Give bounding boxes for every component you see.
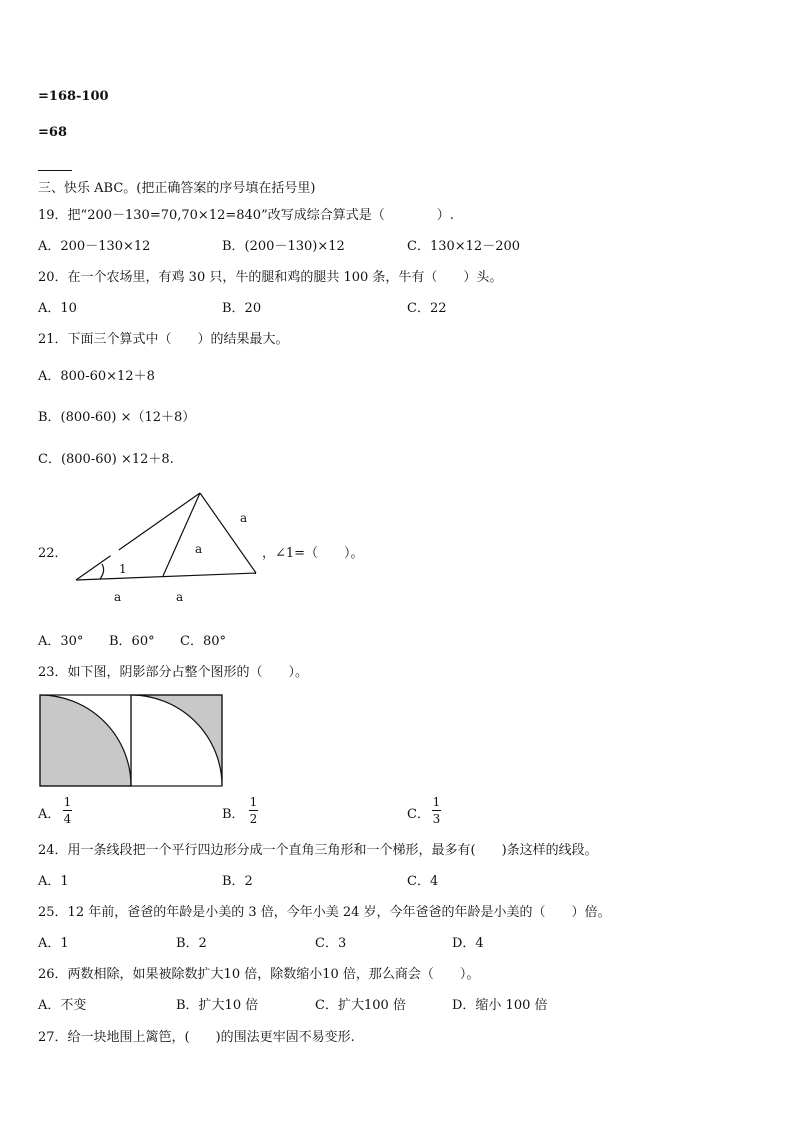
q24-option-a[interactable]: A．1 bbox=[38, 874, 69, 889]
q20-option-a[interactable]: A．10 bbox=[38, 301, 77, 316]
calc-line-1: =168-100 bbox=[38, 89, 109, 104]
right-side-line bbox=[200, 493, 256, 573]
left-side-line bbox=[76, 493, 203, 580]
denominator: 4 bbox=[63, 812, 72, 826]
right-shaded-region bbox=[131, 695, 222, 786]
right-side-label: a bbox=[240, 511, 248, 525]
q25-option-b[interactable]: B．2 bbox=[176, 936, 207, 951]
q20-option-b[interactable]: B．20 bbox=[222, 301, 262, 316]
question-22-number: 22． bbox=[38, 546, 68, 561]
q26-option-b[interactable]: B．扩大10 倍 bbox=[176, 998, 259, 1013]
q23-option-c-fraction[interactable] bbox=[432, 795, 441, 826]
q21-option-a[interactable]: A．800-60×12＋8 bbox=[38, 369, 155, 384]
fraction-bar bbox=[249, 810, 258, 811]
q19-option-b[interactable]: B．(200－130)×12 bbox=[222, 239, 345, 254]
denominator: 2 bbox=[249, 812, 258, 826]
question-22-tail: ，∠1=（ ）。 bbox=[262, 546, 364, 561]
question-23-stem: 23．如下图，阴影部分占整个图形的（ ）。 bbox=[38, 665, 309, 680]
q21-option-c[interactable]: C．(800-60) ×12＋8. bbox=[38, 452, 174, 467]
q23-option-a-fraction[interactable] bbox=[63, 795, 72, 826]
q21-option-b[interactable]: B．(800-60) ×（12＋8） bbox=[38, 410, 196, 425]
q23-option-b-fraction[interactable] bbox=[249, 795, 258, 826]
base-left-label: a bbox=[114, 590, 122, 604]
answer-rule bbox=[38, 170, 72, 171]
fraction-bar bbox=[63, 810, 72, 811]
left-shaded-quarter bbox=[40, 695, 131, 786]
q19-option-c[interactable]: C．130×12－200 bbox=[407, 239, 521, 254]
q26-option-a[interactable]: A．不变 bbox=[38, 998, 87, 1013]
q22-option-a[interactable]: A．30° bbox=[38, 634, 84, 649]
q26-option-c[interactable]: C．扩大100 倍 bbox=[315, 998, 406, 1013]
question-19-stem: 19．把“200－130=70,70×12=840”改写成综合算式是（ ）. bbox=[38, 208, 454, 223]
question-20-stem: 20．在一个农场里，有鸡 30 只，牛的腿和鸡的腿共 100 条，牛有（ ）头。 bbox=[38, 270, 503, 285]
question-21-stem: 21．下面三个算式中（ ）的结果最大。 bbox=[38, 332, 289, 347]
q25-option-a[interactable]: A．1 bbox=[38, 936, 69, 951]
q20-option-c[interactable]: C．22 bbox=[407, 301, 447, 316]
segment-gap bbox=[110, 549, 118, 555]
q23-option-b-letter[interactable]: B． bbox=[222, 807, 245, 822]
angle-1-arc bbox=[100, 564, 104, 579]
section-heading: 三、快乐 ABC。(把正确答案的序号填在括号里) bbox=[38, 181, 316, 196]
question-26-stem: 26．两数相除，如果被除数扩大10 倍，除数缩小10 倍，那么商会（ ）。 bbox=[38, 967, 480, 982]
numerator: 1 bbox=[63, 795, 72, 809]
calc-line-2: =68 bbox=[38, 125, 67, 140]
numerator: 1 bbox=[432, 795, 441, 809]
q19-option-a[interactable]: A．200－130×12 bbox=[38, 239, 151, 254]
q23-option-c-letter[interactable]: C． bbox=[407, 807, 430, 822]
fraction-bar bbox=[432, 810, 441, 811]
question-24-stem: 24．用一条线段把一个平行四边形分成一个直角三角形和一个梯形，最多有( )条这样的线段。 bbox=[38, 843, 598, 858]
denominator: 3 bbox=[432, 812, 441, 826]
q25-option-c[interactable]: C．3 bbox=[315, 936, 347, 951]
inner-side-label: a bbox=[195, 542, 203, 556]
angle-1-label: 1 bbox=[119, 562, 127, 576]
q24-option-c[interactable]: C．4 bbox=[407, 874, 439, 889]
q24-option-b[interactable]: B．2 bbox=[222, 874, 253, 889]
question-27-stem: 27．给一块地围上篱笆，( )的围法更牢固不易变形. bbox=[38, 1030, 355, 1045]
q22-option-c[interactable]: C．80° bbox=[180, 634, 226, 649]
shaded-squares-figure bbox=[39, 694, 225, 788]
base-right-label: a bbox=[176, 590, 184, 604]
triangle-figure bbox=[60, 485, 270, 610]
numerator: 1 bbox=[249, 795, 258, 809]
q26-option-d[interactable]: D．缩小 100 倍 bbox=[452, 998, 548, 1013]
q23-option-a-letter[interactable]: A． bbox=[38, 807, 61, 822]
q22-option-b[interactable]: B．60° bbox=[109, 634, 155, 649]
question-25-stem: 25．12 年前，爸爸的年龄是小美的 3 倍，今年小美 24 岁，今年爸爸的年龄是小美的（ ）倍。 bbox=[38, 905, 611, 920]
q25-option-d[interactable]: D．4 bbox=[452, 936, 484, 951]
